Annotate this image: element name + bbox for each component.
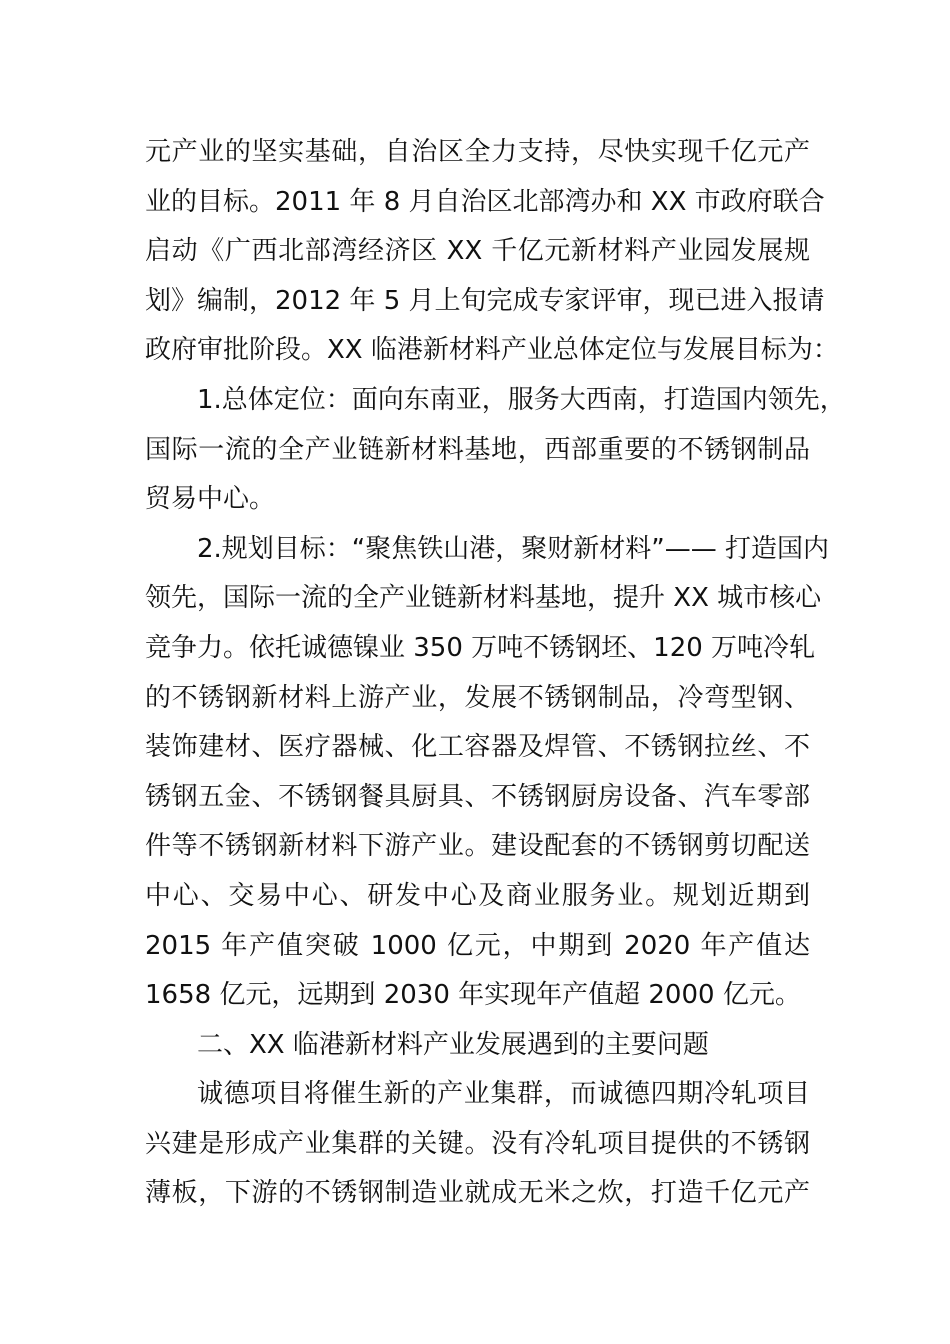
paragraph-line: 1658 亿元，远期到 2030 年实现年产值超 2000 亿元。 <box>145 980 801 1011</box>
paragraph-line: 的不锈钢新材料上游产业，发展不锈钢制品，冷弯型钢、 <box>145 682 810 713</box>
section-heading: 二、XX 临港新材料产业发展遇到的主要问题 <box>197 1029 709 1060</box>
paragraph-line: 件等不锈钢新材料下游产业。建设配套的不锈钢剪切配送 <box>145 831 810 862</box>
document-body <box>145 128 846 1219</box>
paragraph-line: 元产业的坚实基础，自治区全力支持，尽快实现千亿元产 <box>145 137 810 167</box>
paragraph-line: 启动《广西北部湾经济区 XX 千亿元新材料产业园发展规 <box>145 236 810 267</box>
paragraph-line: 领先，国际一流的全产业链新材料基地，提升 XX 城市核心 <box>145 583 822 614</box>
paragraph-line: 装饰建材、医疗器械、化工容器及焊管、不锈钢拉丝、不 <box>145 732 810 763</box>
paragraph-line: 诚德项目将催生新的产业集群，而诚德四期冷轧项目 <box>197 1079 810 1110</box>
paragraph-line: 兴建是形成产业集群的关键。没有冷轧项目提供的不锈钢 <box>145 1128 810 1159</box>
paragraph-line: 政府审批阶段。XX 临港新材料产业总体定位与发展目标为： <box>145 335 839 366</box>
paragraph-line: 2015 年产值突破 1000 亿元，中期到 2020 年产值达 <box>145 930 810 961</box>
paragraph-line: 竞争力。依托诚德镍业 350 万吨不锈钢坯、120 万吨冷轧 <box>145 632 816 663</box>
paragraph-line: 划》编制，2012 年 5 月上旬完成专家评审，现已进入报请 <box>145 285 825 316</box>
paragraph-line: 锈钢五金、不锈钢餐具厨具、不锈钢厨房设备、汽车零部 <box>145 781 810 812</box>
paragraph-line: 国际一流的全产业链新材料基地，西部重要的不锈钢制品 <box>145 434 810 465</box>
paragraph-line: 贸易中心。 <box>145 484 276 515</box>
paragraph-line: 业的目标。2011 年 8 月自治区北部湾办和 XX 市政府联合 <box>145 186 825 217</box>
paragraph-line: 2.规划目标：“聚焦铁山港，聚财新材料”—— 打造国内 <box>197 533 830 564</box>
paragraph-line: 中心、交易中心、研发中心及商业服务业。规划近期到 <box>145 880 810 911</box>
paragraph-line: 1.总体定位：面向东南亚，服务大西南，打造国内领先， <box>197 384 846 415</box>
paragraph-line: 薄板，下游的不锈钢制造业就成无米之炊，打造千亿元产 <box>145 1178 810 1209</box>
